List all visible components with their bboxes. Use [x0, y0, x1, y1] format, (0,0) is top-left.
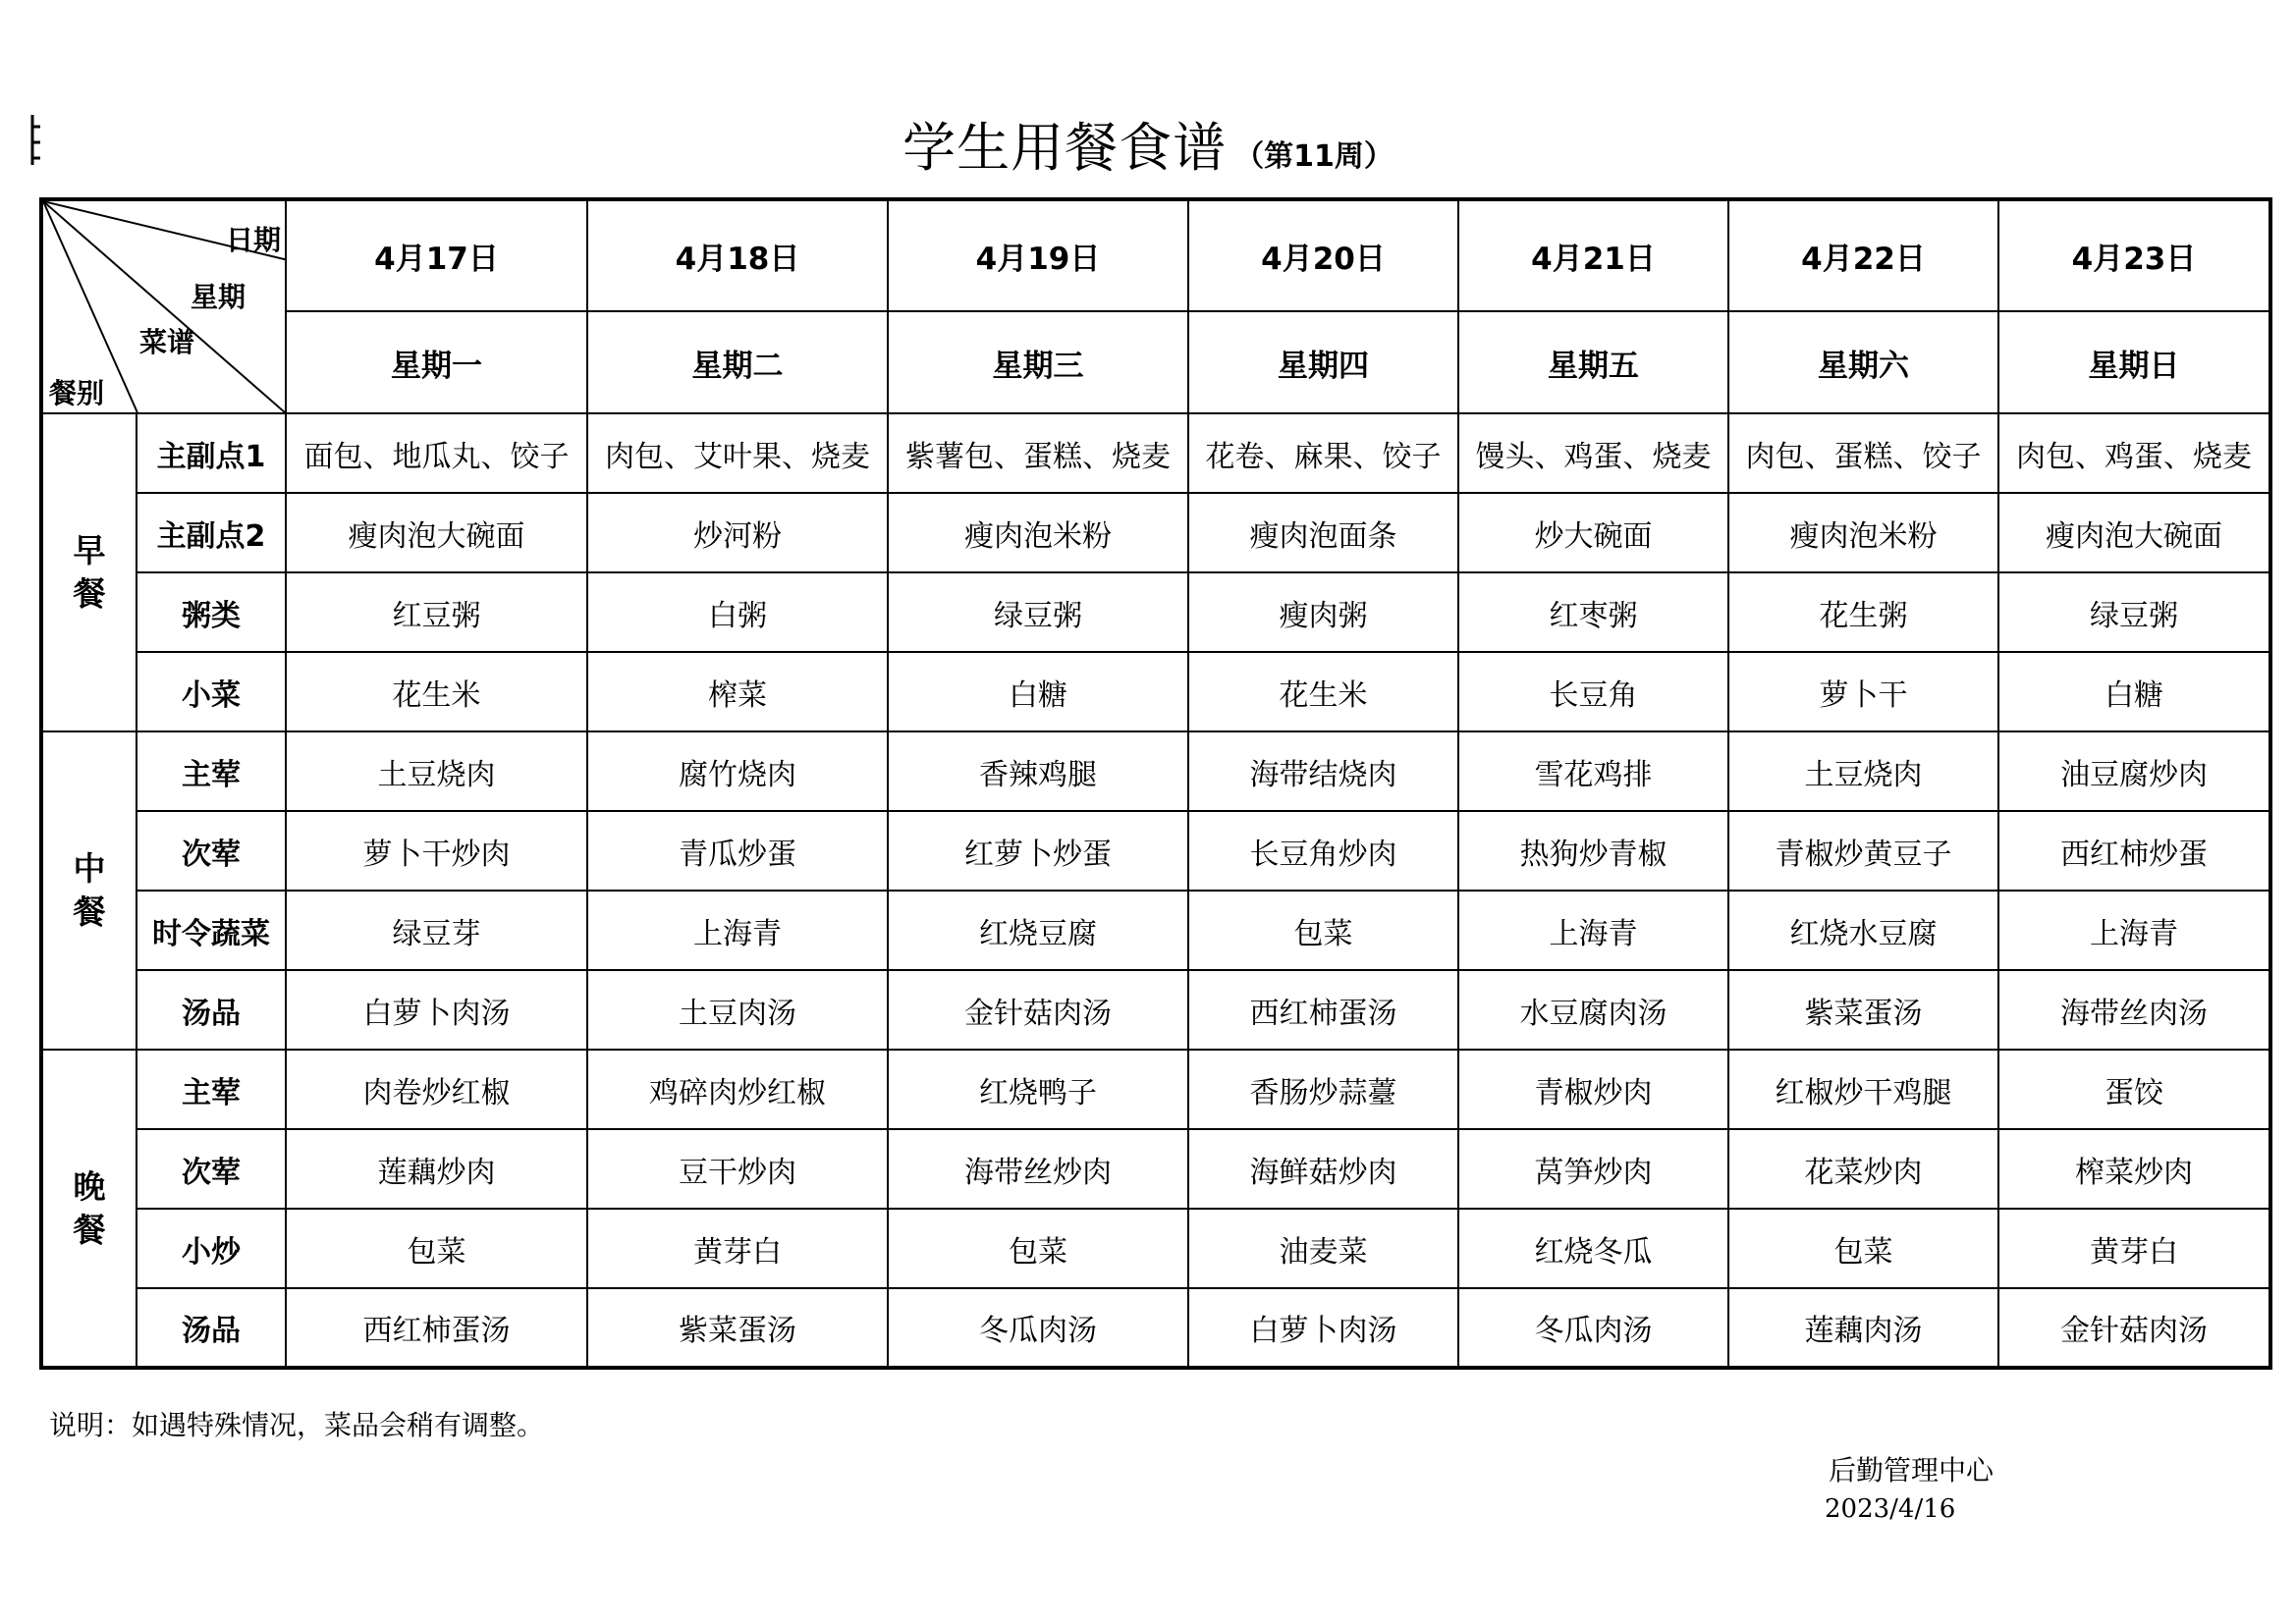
dish-cell: 紫菜蛋汤	[1728, 970, 1998, 1050]
dish-cell: 冬瓜肉汤	[888, 1288, 1188, 1368]
dish-cell: 瘦肉泡大碗面	[1998, 493, 2270, 572]
dish-cell: 黄芽白	[587, 1209, 888, 1288]
menu-row	[41, 731, 2270, 811]
menu-row	[41, 1288, 2270, 1368]
dish-category: 时令蔬菜	[137, 891, 286, 970]
corner-menu-label: 菜谱	[139, 326, 195, 358]
menu-table	[39, 197, 2272, 1370]
dish-cell: 榨菜炒肉	[1998, 1129, 2270, 1209]
date-header: 4月22日	[1728, 199, 1998, 311]
dish-category: 主荤	[137, 731, 286, 811]
weekday-header: 星期二	[587, 311, 888, 413]
dish-category: 主荤	[137, 1050, 286, 1129]
dish-cell: 油豆腐炒肉	[1998, 731, 2270, 811]
menu-row	[41, 493, 2270, 572]
menu-row	[41, 652, 2270, 731]
dish-cell: 包菜	[1728, 1209, 1998, 1288]
dish-cell: 榨菜	[587, 652, 888, 731]
footer-date: 2023/4/16	[1825, 1494, 1956, 1524]
dish-cell: 白萝卜肉汤	[286, 970, 587, 1050]
menu-row	[41, 970, 2270, 1050]
dish-cell: 金针菇肉汤	[888, 970, 1188, 1050]
corner-meal-label: 餐别	[49, 377, 105, 409]
menu-row	[41, 1129, 2270, 1209]
dish-cell: 花生粥	[1728, 572, 1998, 652]
dish-cell: 莲藕肉汤	[1728, 1288, 1998, 1368]
dish-cell: 热狗炒青椒	[1458, 811, 1728, 891]
dish-cell: 莲藕炒肉	[286, 1129, 587, 1209]
dish-cell: 土豆肉汤	[587, 970, 888, 1050]
dish-cell: 紫菜蛋汤	[587, 1288, 888, 1368]
dish-cell: 白粥	[587, 572, 888, 652]
dish-cell: 包菜	[1188, 891, 1458, 970]
page-title	[0, 106, 2296, 182]
dish-cell: 油麦菜	[1188, 1209, 1458, 1288]
corner-weekday-label: 星期	[191, 281, 246, 313]
dish-cell: 瘦肉泡大碗面	[286, 493, 587, 572]
date-row	[41, 199, 2270, 311]
dish-cell: 西红柿蛋汤	[1188, 970, 1458, 1050]
title-week: （第11周）	[1234, 139, 1394, 174]
dish-cell: 花生米	[286, 652, 587, 731]
dish-cell: 上海青	[1998, 891, 2270, 970]
date-header: 4月20日	[1188, 199, 1458, 311]
dish-cell: 青瓜炒蛋	[587, 811, 888, 891]
dish-cell: 青椒炒黄豆子	[1728, 811, 1998, 891]
dish-cell: 绿豆粥	[888, 572, 1188, 652]
dish-cell: 绿豆芽	[286, 891, 587, 970]
dish-cell: 包菜	[888, 1209, 1188, 1288]
dish-cell: 肉包、鸡蛋、烧麦	[1998, 413, 2270, 493]
dish-cell: 红椒炒干鸡腿	[1728, 1050, 1998, 1129]
dish-category: 粥类	[137, 572, 286, 652]
dish-cell: 瘦肉泡米粉	[888, 493, 1188, 572]
dish-cell: 西红柿蛋汤	[286, 1288, 587, 1368]
corner-date-label: 日期	[225, 224, 281, 256]
dish-cell: 红烧豆腐	[888, 891, 1188, 970]
menu-row	[41, 1050, 2270, 1129]
menu-body	[41, 199, 2270, 1368]
dish-cell: 白萝卜肉汤	[1188, 1288, 1458, 1368]
dish-cell: 花生米	[1188, 652, 1458, 731]
dish-cell: 香肠炒蒜薹	[1188, 1050, 1458, 1129]
dish-cell: 土豆烧肉	[1728, 731, 1998, 811]
dish-cell: 瘦肉泡米粉	[1728, 493, 1998, 572]
menu-row	[41, 811, 2270, 891]
meal-name-char: 餐	[73, 574, 106, 613]
dish-cell: 肉包、艾叶果、烧麦	[587, 413, 888, 493]
meal-name-char: 餐	[73, 893, 106, 931]
dish-cell: 红烧冬瓜	[1458, 1209, 1728, 1288]
dish-cell: 上海青	[587, 891, 888, 970]
dish-cell: 蛋饺	[1998, 1050, 2270, 1129]
menu-row	[41, 572, 2270, 652]
dish-cell: 香辣鸡腿	[888, 731, 1188, 811]
date-header: 4月17日	[286, 199, 587, 311]
dish-cell: 包菜	[286, 1209, 587, 1288]
date-header: 4月23日	[1998, 199, 2270, 311]
dish-cell: 上海青	[1458, 891, 1728, 970]
meal-name-char: 晚	[73, 1166, 106, 1206]
dish-cell: 绿豆粥	[1998, 572, 2270, 652]
dish-cell: 雪花鸡排	[1458, 731, 1728, 811]
dish-cell: 黄芽白	[1998, 1209, 2270, 1288]
dish-cell: 白糖	[1998, 652, 2270, 731]
menu-row	[41, 413, 2270, 493]
dish-cell: 鸡碎肉炒红椒	[587, 1050, 888, 1129]
weekday-header: 星期三	[888, 311, 1188, 413]
dish-cell: 萝卜干炒肉	[286, 811, 587, 891]
dish-cell: 萝卜干	[1728, 652, 1998, 731]
dish-category: 汤品	[137, 1288, 286, 1368]
weekday-row	[41, 311, 2270, 413]
dish-cell: 红枣粥	[1458, 572, 1728, 652]
menu-row	[41, 1209, 2270, 1288]
dish-category: 主副点2	[137, 493, 286, 572]
dish-category: 次荤	[137, 1129, 286, 1209]
meal-name-char: 早	[73, 531, 106, 569]
dish-category: 主副点1	[137, 413, 286, 493]
dish-cell: 肉卷炒红椒	[286, 1050, 587, 1129]
dish-cell: 炒大碗面	[1458, 493, 1728, 572]
dish-cell: 豆干炒肉	[587, 1129, 888, 1209]
dish-category: 汤品	[137, 970, 286, 1050]
menu-row	[41, 891, 2270, 970]
dish-cell: 馒头、鸡蛋、烧麦	[1458, 413, 1728, 493]
meal-name	[41, 413, 137, 731]
dish-category: 小炒	[137, 1209, 286, 1288]
dish-cell: 海带结烧肉	[1188, 731, 1458, 811]
dish-cell: 水豆腐肉汤	[1458, 970, 1728, 1050]
weekday-header: 星期一	[286, 311, 587, 413]
dish-cell: 青椒炒肉	[1458, 1050, 1728, 1129]
dish-cell: 瘦肉泡面条	[1188, 493, 1458, 572]
dish-category: 次荤	[137, 811, 286, 891]
footer	[1825, 1449, 1994, 1524]
date-header: 4月19日	[888, 199, 1188, 311]
dish-cell: 花卷、麻果、饺子	[1188, 413, 1458, 493]
footer-org: 后勤管理中心	[1829, 1454, 1995, 1487]
meal-name	[41, 1050, 137, 1368]
dish-cell: 炒河粉	[587, 493, 888, 572]
title-main: 学生用餐食谱	[902, 117, 1228, 179]
meal-name-char: 餐	[73, 1210, 106, 1249]
dish-cell: 紫薯包、蛋糕、烧麦	[888, 413, 1188, 493]
dish-cell: 海带丝炒肉	[888, 1129, 1188, 1209]
dish-cell: 红萝卜炒蛋	[888, 811, 1188, 891]
dish-cell: 土豆烧肉	[286, 731, 587, 811]
weekday-header: 星期日	[1998, 311, 2270, 413]
dish-cell: 瘦肉粥	[1188, 572, 1458, 652]
weekday-header: 星期四	[1188, 311, 1458, 413]
dish-cell: 红豆粥	[286, 572, 587, 652]
dish-cell: 长豆角	[1458, 652, 1728, 731]
weekday-header: 星期五	[1458, 311, 1728, 413]
date-header: 4月18日	[587, 199, 888, 311]
weekday-header: 星期六	[1728, 311, 1998, 413]
dish-cell: 海带丝肉汤	[1998, 970, 2270, 1050]
dish-category: 小菜	[137, 652, 286, 731]
dish-cell: 白糖	[888, 652, 1188, 731]
dish-cell: 红烧鸭子	[888, 1050, 1188, 1129]
dish-cell: 面包、地瓜丸、饺子	[286, 413, 587, 493]
dish-cell: 莴笋炒肉	[1458, 1129, 1728, 1209]
dish-cell: 海鲜菇炒肉	[1188, 1129, 1458, 1209]
dish-cell: 金针菇肉汤	[1998, 1288, 2270, 1368]
dish-cell: 花菜炒肉	[1728, 1129, 1998, 1209]
corner-header	[41, 199, 286, 413]
date-header: 4月21日	[1458, 199, 1728, 311]
meal-name	[41, 731, 137, 1050]
dish-cell: 西红柿炒蛋	[1998, 811, 2270, 891]
meal-name-char: 中	[73, 849, 106, 888]
dish-cell: 红烧水豆腐	[1728, 891, 1998, 970]
note-text: 说明：如遇特殊情况，菜品会稍有调整。	[49, 1409, 545, 1441]
dish-cell: 肉包、蛋糕、饺子	[1728, 413, 1998, 493]
dish-cell: 腐竹烧肉	[587, 731, 888, 811]
dish-cell: 冬瓜肉汤	[1458, 1288, 1728, 1368]
dish-cell: 长豆角炒肉	[1188, 811, 1458, 891]
